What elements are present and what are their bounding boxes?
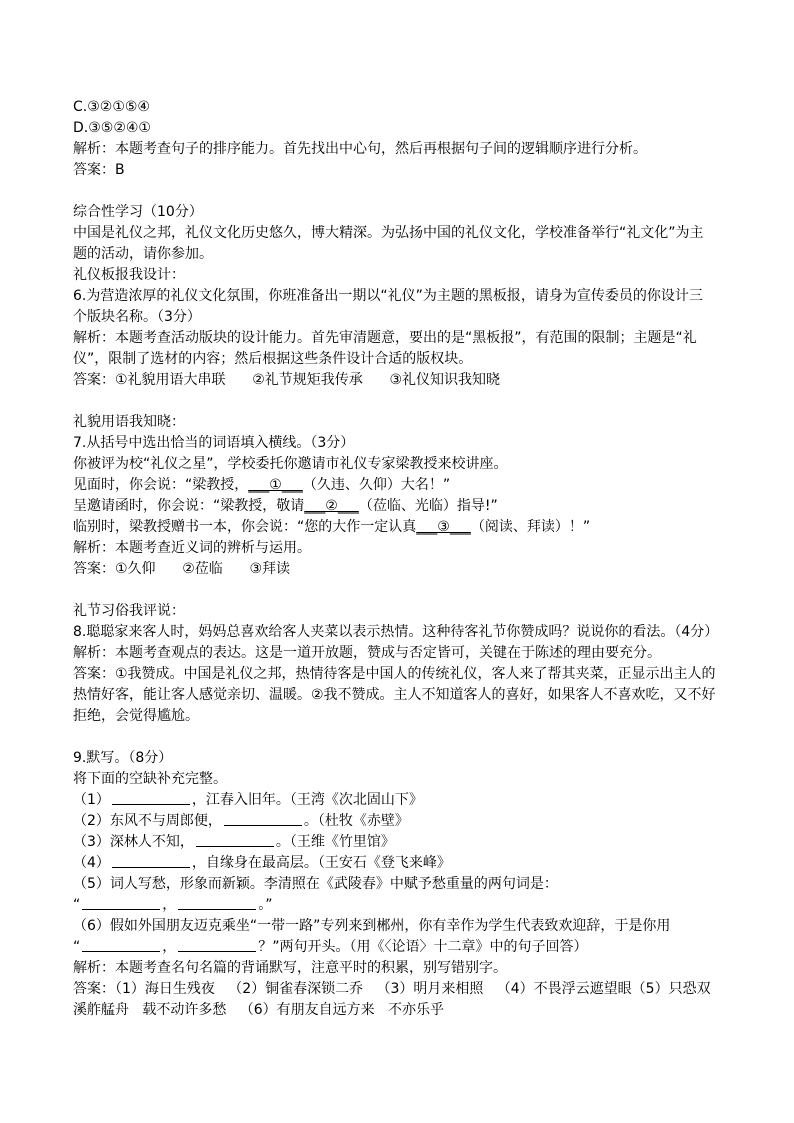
text-line (73, 433, 733, 454)
text-line (73, 853, 733, 874)
text-segment: 。（杜牧《赤壁》 (303, 813, 409, 829)
text-segment: 答案：（1）海日生残夜 （2）铜雀春深锁二乔 （3）明月来相照 （4）不畏浮云遮望眼（5）只恐双 (73, 981, 711, 997)
text-segment: （莅临、光临）指导!” (358, 498, 498, 514)
text-line (73, 769, 733, 790)
text-line (73, 706, 733, 727)
text-line (73, 223, 733, 244)
text-segment: （久违、久仰）大名！” (302, 477, 451, 493)
text-line (73, 496, 733, 517)
text-line (73, 202, 733, 223)
text-segment: （3）深林人不知， (73, 834, 194, 850)
underlined-answer-slot: ___①___ (248, 477, 303, 493)
fill-in-blank (196, 832, 274, 847)
blank-line (73, 391, 733, 412)
text-segment: 个版块名称。（3分） (73, 309, 201, 325)
text-line (73, 832, 733, 853)
text-segment: 解析：本题考查名句名篇的背诵默写，注意平时的积累，别写错别字。 (73, 960, 507, 976)
text-line (73, 286, 733, 307)
fill-in-blank (82, 937, 160, 952)
text-segment: 综合性学习（10分） (73, 204, 203, 220)
text-segment: 中国是礼仪之邦，礼仪文化历史悠久，博大精深。为弘扬中国的礼仪文化，学校准备举行“礼文化”为主 (73, 225, 704, 241)
text-line (73, 118, 733, 139)
text-line (73, 160, 733, 181)
text-line (73, 811, 733, 832)
text-line (73, 685, 733, 706)
text-segment: 答案：①我赞成。中国是礼仪之邦，热情待客是中国人的传统礼仪，客人来了帮其夹菜，正显示出主人的 (73, 666, 716, 682)
text-line (73, 895, 733, 916)
text-line (73, 538, 733, 559)
underlined-answer-slot: ___②___ (304, 498, 359, 514)
text-segment: D.③⑤②④① (73, 120, 151, 136)
document-body (73, 97, 733, 1021)
text-line (73, 370, 733, 391)
text-line (73, 601, 733, 622)
text-line (73, 475, 733, 496)
text-line (73, 517, 733, 538)
text-line (73, 265, 733, 286)
text-line (73, 559, 733, 580)
text-line (73, 790, 733, 811)
text-line (73, 328, 733, 349)
text-line (73, 958, 733, 979)
fill-in-blank (112, 790, 190, 805)
text-segment: 临别时，梁教授赠书一本，你会说：“您的大作一定认真 (73, 519, 417, 535)
blank-line (73, 181, 733, 202)
text-segment: 6.为营造浓厚的礼仪文化氛围，你班准备出一期以“礼仪”为主题的黑板报，请身为宣传委员的你设计三 (73, 288, 703, 304)
text-segment: 礼仪板报我设计： (73, 267, 185, 283)
text-line (73, 643, 733, 664)
fill-in-blank (224, 811, 302, 826)
text-segment: （2）东风不与周郎便， (73, 813, 222, 829)
text-line (73, 139, 733, 160)
text-line (73, 748, 733, 769)
text-segment: 将下面的空缺补充完整。 (73, 771, 227, 787)
text-segment: 答案：①久仰 ②莅临 ③拜读 (73, 561, 291, 577)
text-line (73, 916, 733, 937)
text-segment: 题的活动，请你参加。 (73, 246, 213, 262)
text-segment: “ (73, 939, 81, 955)
text-line (73, 97, 733, 118)
text-segment: （阅读、拜读）！” (470, 519, 591, 535)
text-segment: 答案：B (73, 162, 125, 178)
underlined-answer-slot: ___③___ (416, 519, 471, 535)
text-segment: 。” (258, 897, 273, 913)
text-segment: “ (73, 897, 81, 913)
text-segment: （4） (73, 855, 110, 871)
text-segment: 解析：本题考查活动版块的设计能力。首先审清题意，要出的是“黑板报”，有范围的限制；主题是“礼 (73, 330, 697, 346)
blank-line (73, 727, 733, 748)
text-segment: 答案：①礼貌用语大串联 ②礼节规矩我传承 ③礼仪知识我知晓 (73, 372, 501, 388)
text-segment: 8.聪聪家来客人时，妈妈总喜欢给客人夹菜以表示热情。这种待客礼节你赞成吗？说说你的看法。（4分） (73, 624, 719, 640)
text-segment: 解析：本题考查句子的排序能力。首先找出中心句，然后再根据句子间的逻辑顺序进行分析。 (73, 141, 647, 157)
text-segment: 溪舴艋舟 载不动许多愁 （6）有朋友自远方来 不亦乐乎 (73, 1002, 444, 1018)
fill-in-blank (178, 937, 256, 952)
text-segment: C.③②①⑤④ (73, 99, 150, 115)
text-segment: ？”两句开头。（用《〈论语〉十二章》中的句子回答） (258, 939, 588, 955)
text-line (73, 979, 733, 1000)
text-segment: 礼节习俗我评说： (73, 603, 185, 619)
fill-in-blank (82, 895, 160, 910)
text-segment: 仪”，限制了选材的内容；然后根据这些条件设计合适的版权块。 (73, 351, 473, 367)
text-segment: 7.从括号中选出恰当的词语填入横线。（3分） (73, 435, 355, 451)
text-line (73, 622, 733, 643)
text-line (73, 244, 733, 265)
text-line (73, 874, 733, 895)
text-line (73, 307, 733, 328)
text-segment: （5）词人写愁，形象而新颖。李清照在《武陵春》中赋予愁重量的两句词是： (73, 876, 558, 892)
text-segment: 呈邀请函时，你会说：“梁教授，敬请 (73, 498, 305, 514)
text-segment: 解析：本题考查近义词的辨析与运用。 (73, 540, 311, 556)
text-segment: 解析：本题考查观点的表达。这是一道开放题，赞成与否定皆可，关键在于陈述的理由要充分。 (73, 645, 661, 661)
text-segment: ， (162, 897, 177, 913)
text-segment: （1） (73, 792, 110, 808)
fill-in-blank (178, 895, 256, 910)
text-segment: 礼貌用语我知晓： (73, 414, 185, 430)
fill-in-blank (112, 853, 190, 868)
text-line (73, 454, 733, 475)
text-line (73, 412, 733, 433)
text-segment: ，江春入旧年。（王湾《次北固山下》 (191, 792, 423, 808)
text-segment: 。（王维《竹里馆》 (275, 834, 395, 850)
text-segment: ， (162, 939, 177, 955)
text-line (73, 664, 733, 685)
blank-line (73, 580, 733, 601)
text-segment: 见面时，你会说：“梁教授， (73, 477, 249, 493)
text-line (73, 1000, 733, 1021)
text-segment: 热情好客，能让客人感觉亲切、温暖。②我不赞成。主人不知道客人的喜好，如果客人不喜欢吃，又不好 (73, 687, 716, 703)
text-segment: 拒绝，会觉得尴尬。 (73, 708, 199, 724)
text-segment: 9.默写。（8分） (73, 750, 173, 766)
text-line (73, 349, 733, 370)
text-segment: （6）假如外国朋友迈克乘坐“一带一路”专列来到郴州，你有幸作为学生代表致欢迎辞，于是你用 (73, 918, 671, 934)
text-segment: 你被评为校“礼仪之星”，学校委托你邀请市礼仪专家梁教授来校讲座。 (73, 456, 508, 472)
text-line (73, 937, 733, 958)
text-segment: ，自缘身在最高层。（王安石《登飞来峰》 (191, 855, 451, 871)
